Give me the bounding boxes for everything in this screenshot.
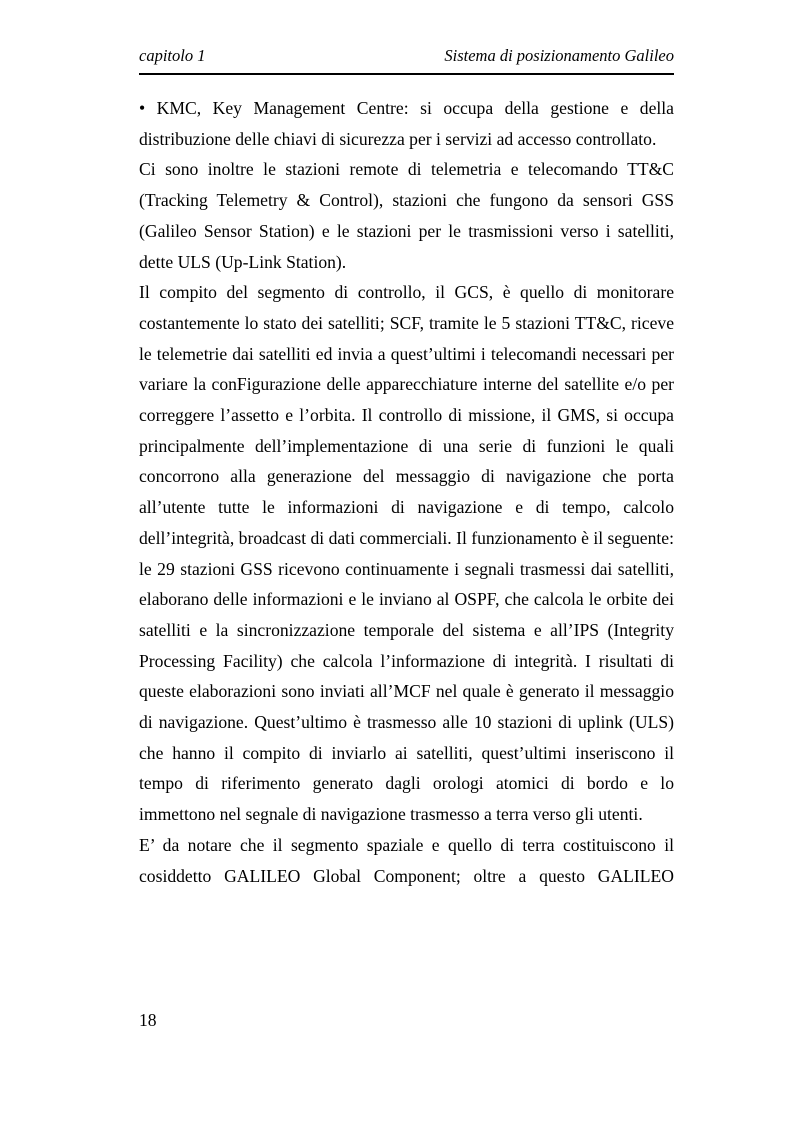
paragraph-remote-stations: Ci sono inoltre le stazioni remote di telemetria e telecomando TT&C (Tracking Telemetry & Control), stazioni che fungono da sensori GSS (Galileo Sensor Station) e le stazioni per le trasmissioni verso i satelliti, dette ULS (Up-Link Station).	[139, 159, 674, 272]
paragraph-global-component: E’ da notare che il segmento spaziale e quello di terra costituiscono il cosiddetto GALILEO Global Component; oltre a questo GALILEO	[139, 834, 674, 886]
header-section-title: Sistema di posizionamento Galileo	[444, 46, 674, 65]
paragraph-kmc-bullet: • KMC, Key Management Centre: si occupa della gestione e della distribuzione delle chiavi di sicurezza per i servizi ad accesso controllato.	[139, 98, 674, 149]
running-header	[139, 46, 674, 70]
header-chapter: capitolo 1	[139, 46, 206, 65]
page-number: 18	[139, 1010, 157, 1030]
paragraph-control-segment: Il compito del segmento di controllo, il GCS, è quello di monitorare costantemente lo stato dei satelliti; SCF, tramite le 5 stazioni TT&C, riceve le telemetrie dai satelliti ed invia a quest’ultimi i telecomandi necessari per variare la conFigurazione delle apparecchiature interne del satellite e/o per correggere l’assetto e l’orbita. Il controllo di missione, il GMS, si occupa principalmente dell’implementazione di una serie di funzioni le quali concorrono alla generazione del messaggio di navigazione che porta all’utente tutte le informazioni di navigazione e di tempo, calcolo dell’integrità, broadcast di dati commerciali. Il funzionamento è il seguente: le 29 stazioni GSS ricevono continuamente i segnali trasmessi dai satelliti, elaborano delle informazioni e le inviano al OSPF, che calcola le orbite dei satelliti e la sincronizzazione temporale del sistema e all’IPS (Integrity Processing Facility) che calcola l’informazione di integrità. I risultati di queste elaborazioni sono inviati all’MCF nel quale è generato il messaggio di navigazione. Quest’ultimo è trasmesso alle 10 stazioni di uplink (ULS) che hanno il compito di inviarlo ai satelliti, quest’ultimi inseriscono il tempo di riferimento generato dagli orologi atomici di bordo e lo immettono nel segnale di navigazione trasmesso a terra verso gli utenti.	[139, 282, 674, 825]
page-body	[139, 93, 674, 891]
header-divider	[139, 73, 674, 75]
